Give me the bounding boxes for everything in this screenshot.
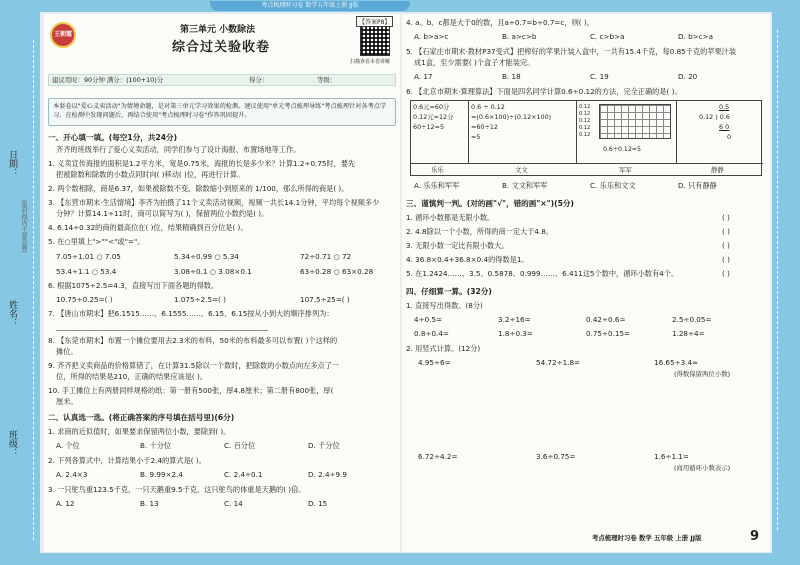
compare-item: 63÷0.28 ○ 63×0.28 <box>300 267 374 276</box>
choice-q2: 2. 下列各算式中，计算结果小于2.4的算式是( )。 <box>48 456 206 465</box>
class-label: 班级： <box>7 430 17 457</box>
direct-calc: 1.8÷0.3= <box>498 329 533 338</box>
page-title: 综合过关验收卷 <box>172 40 271 55</box>
vertical-calc: 54.72÷1.8= <box>536 358 581 367</box>
judge-paren[interactable]: ( ) <box>722 227 730 236</box>
direct-calc: 1.28÷4= <box>672 329 705 338</box>
notice-box <box>48 98 396 126</box>
score-label: 得分： <box>249 76 269 84</box>
choice-option[interactable]: C. 14 <box>224 499 243 508</box>
grade-label: 等级： <box>317 76 337 84</box>
long-division-quotient: 0.5 <box>719 103 730 111</box>
section-1-intro: 齐齐的班级举行了爱心义卖活动，同学们参与了设计海报、布置场地等工作。 <box>56 145 301 154</box>
series-banner: 考点梳理时习卷 数学五年级上册 JJ版 <box>210 1 410 11</box>
name-label: 姓名： <box>7 300 17 327</box>
answer-tag: 【答案P8】 <box>356 16 393 27</box>
compare-item: 72÷0.71 ○ 72 <box>300 252 352 261</box>
choice-option[interactable]: D. 2.4÷9.9 <box>308 470 347 479</box>
fill-q4: 4. 6.14÷0.32的商的最高位在( )位，结果精确到百分位是( )。 <box>48 223 248 232</box>
notice-text: 本套卷以"爱心义卖活动"为情境命题，是对第三单元学习效果的检测。建议使用"单元考点梳理导练"考点梳理针对各考点学习，在检测中发现问题后，再结合使用"考点梳理时习卷"作答巩固提升。 <box>53 103 387 119</box>
choice-option[interactable]: D. b>c>a <box>678 32 714 41</box>
vertical-calc: 4.95÷6= <box>418 358 451 367</box>
cut-line-left <box>33 40 34 540</box>
frame-left <box>0 0 40 565</box>
grid-axis-label: 0.12 <box>579 111 591 117</box>
choice-option[interactable]: D. 20 <box>678 72 698 81</box>
page-number: 9 <box>750 529 760 544</box>
vertical-calc-note: (商用循环小数表示) <box>674 464 731 472</box>
fill-q1-line1: 1. 义卖宣传海报的面积是1.2平方米，宽是0.75米，海报的长是多少米？计算1.2÷0.75时，要先 <box>48 159 356 168</box>
quick-result: 1.075÷2.5=( ) <box>174 295 226 304</box>
fill-q7: 7. 【唐山市期末】把6.1515……、6.1555……、6.15、6.15按从小到大的顺序排列为： <box>48 309 334 318</box>
grid-caption: 0.6÷0.12=5 <box>603 146 641 153</box>
vertical-calc: 16.65÷3.4≈ <box>654 358 699 367</box>
choice-option[interactable]: D. 只有静静 <box>678 181 717 190</box>
choice-option[interactable]: B. 文文和军军 <box>502 181 548 190</box>
choice-q3: 3. 一只鸵鸟重123.5千克，一只天鹅重9.5千克，这只鸵鸟的体重是天鹅的( )倍。 <box>48 485 306 494</box>
method-line: =5 <box>471 133 481 141</box>
unit-title: 第三单元 小数除法 <box>180 25 256 35</box>
date-label: 日期： <box>7 150 17 177</box>
calc-part-2: 2. 用竖式计算。(12分) <box>406 344 481 353</box>
choice-option[interactable]: A. 17 <box>414 72 433 81</box>
grid-axis-label: 0.12 <box>579 104 591 110</box>
method-wenwen <box>469 101 577 163</box>
choice-option[interactable]: B. a>c>b <box>502 32 537 41</box>
choice-option[interactable]: C. 2.4÷0.1 <box>224 470 263 479</box>
calc-part-1: 1. 直接写出得数。(8分) <box>406 301 483 310</box>
method-junjun <box>577 101 677 163</box>
section-1-title: 一、开心填一填。(每空1分，共24分) <box>48 133 178 142</box>
judge-paren[interactable]: ( ) <box>722 213 730 222</box>
method-table <box>410 100 762 176</box>
choice-q4: 4. a、b、c都是大于0的数，且a÷0.7=b÷0.7=c，则( )。 <box>406 18 594 27</box>
fill-q8-line1: 8. 【东莞市期末】布置一个摊位要用去2.3米的布料，50米的布料最多可以布置( )个这样的 <box>48 336 338 345</box>
fill-q5: 5. 在○里填上">""<"或"="。 <box>48 237 145 246</box>
choice-option[interactable]: B. 18 <box>502 72 521 81</box>
fill-q6: 6. 根据1075÷2.5=4.3，直接写出下面各题的得数。 <box>48 281 219 290</box>
fill-q10-line2: 厘米。 <box>56 397 78 406</box>
student-name: 静静 <box>711 166 724 174</box>
fill-q10-line1: 10. 手工摊位上有两册同样规格的纸：第一册有500张，厚4.8厘米；第二册有800张，厚( <box>48 386 334 395</box>
student-name: 乐乐 <box>431 166 444 174</box>
grid-axis-label: 0.12 <box>579 132 591 138</box>
method-jingjing <box>677 101 763 163</box>
hundred-grid <box>599 104 671 139</box>
direct-calc: 2.5÷0.05= <box>672 315 712 324</box>
qr-code-icon[interactable] <box>360 26 390 56</box>
choice-q5-line1: 5. 【石家庄市期末·教材P37变式】把榨好的苹果汁装入盒中，一共有15.4千克，每0.85千克的苹果汁装 <box>406 47 737 56</box>
choice-option[interactable]: A. 乐乐和军军 <box>414 181 460 190</box>
choice-option[interactable]: A. 个位 <box>56 441 80 450</box>
info-bar <box>48 74 396 86</box>
seal-line-note: (密封线内不要答题) <box>20 200 27 253</box>
fill-q2: 2. 两个数相除，商是6.37，如果被除数不变，除数缩小到原来的 1/100，那么所得的商是( )。 <box>48 184 349 193</box>
choice-option[interactable]: C. 百分位 <box>224 441 256 450</box>
right-page <box>402 14 770 552</box>
vertical-calc: 6.72÷4.2= <box>418 452 458 461</box>
qr-caption: 扫描查看本卷讲解 <box>350 59 391 65</box>
method-names-row <box>411 163 763 176</box>
frame-bottom <box>0 553 800 565</box>
grid-axis-label: 0.12 <box>579 118 591 124</box>
compare-item: 3.08÷0.1 ○ 3.08×0.1 <box>174 267 252 276</box>
method-line: 0.6 ÷ 0.12 <box>471 103 505 111</box>
long-division-rem: 0 <box>727 133 732 141</box>
quick-result: 10.75÷0.25=( ) <box>56 295 113 304</box>
section-3-title: 三、谨慎判一判。(对的画"√"，错的画"×")(5分) <box>406 199 574 208</box>
time-info: 建议用时：90分钟 满分：(100+10)分 <box>52 76 164 84</box>
section-4-title: 四、仔细算一算。(32分) <box>406 287 492 296</box>
direct-calc: 0.75÷0.15= <box>586 329 631 338</box>
fill-q8-line2: 摊位。 <box>56 347 78 356</box>
choice-option[interactable]: B. 十分位 <box>140 441 172 450</box>
choice-option[interactable]: A. 12 <box>56 499 75 508</box>
judge-paren[interactable]: ( ) <box>722 255 730 264</box>
judge-item: 4. 36.8×0.4+36.8×0.4的得数是1。 <box>406 255 529 264</box>
choice-q1: 1. 求商的近似值时，如果要求保留两位小数，要除到( )。 <box>48 427 231 436</box>
page-footer: 考点梳理时习卷 数学 五年级 上册 JJ版 <box>592 534 702 542</box>
vertical-calc: 1.6÷1.1= <box>654 452 689 461</box>
long-division-step: 6 0 <box>719 123 730 131</box>
vertical-calc: 3.6÷0.75= <box>536 452 576 461</box>
method-lele <box>411 101 469 163</box>
direct-calc: 3.2÷16= <box>498 315 531 324</box>
choice-option[interactable]: A. b>a>c <box>414 32 449 41</box>
brand-logo: 王朝霞 <box>50 22 76 48</box>
compare-item: 7.05÷1.01 ○ 7.05 <box>56 252 121 261</box>
method-line: 0.6元=60分 <box>413 103 450 111</box>
choice-q6: 6. 【北京市期末·算理算法】下面是四名同学计算0.6÷0.12的方法，完全正确的是( )。 <box>406 87 682 96</box>
choice-option[interactable]: B. 9.99×2.4 <box>140 470 183 479</box>
choice-option[interactable]: D. 千分位 <box>308 441 340 450</box>
fill-q1-line2: 把被除数和除数的小数点同时向( )移动( )位，再进行计算。 <box>56 170 245 179</box>
judge-item: 3. 无限小数一定比有限小数大。 <box>406 241 509 250</box>
fill-q7-blank: ___________________________________________________________ <box>56 322 269 331</box>
cut-line-right <box>777 30 778 530</box>
choice-option[interactable]: A. 2.4×3 <box>56 470 88 479</box>
student-name: 文文 <box>515 166 528 174</box>
section-2-title: 二、认真选一选。(将正确答案的序号填在括号里)(6分) <box>48 413 235 422</box>
long-division-body: 0.12 ) 0.6 <box>699 113 730 121</box>
choice-option[interactable]: C. 乐乐和文文 <box>590 181 636 190</box>
judge-item: 2. 4.8除以一个小数，所得的商一定大于4.8。 <box>406 227 554 236</box>
vertical-calc-note: (得数保留两位小数) <box>674 370 731 378</box>
compare-item: 53.4÷1.1 ○ 53.4 <box>56 267 117 276</box>
choice-option[interactable]: C. 19 <box>590 72 609 81</box>
quick-result: 107.5÷25=( ) <box>300 295 350 304</box>
method-line: 0.12元=12分 <box>413 113 454 121</box>
fill-q9-line2: 位，所得的结果是210，正确的结果应该是( )。 <box>56 372 207 381</box>
direct-calc: 0.42÷0.6= <box>586 315 626 324</box>
left-page <box>44 14 400 552</box>
method-line: =(0.6×100)÷(0.12×100) <box>471 113 552 121</box>
compare-item: 5.34÷0.99 ○ 5.34 <box>174 252 239 261</box>
fill-q9-line1: 9. 齐齐把义卖商品的价格算错了，在计算31.5除以一个数时，把除数的小数点向左多点了一 <box>48 361 340 370</box>
choice-option[interactable]: C. c>b>a <box>590 32 625 41</box>
method-line: =60÷12 <box>471 123 498 131</box>
judge-paren[interactable]: ( ) <box>722 269 730 278</box>
choice-q5-line2: 成1盒，至少需要( )个盒子才能装完。 <box>414 58 535 67</box>
grid-axis-label: 0.12 <box>579 125 591 131</box>
judge-item: 5. 在1.2424……、3.5、0.5878、0.999……、6.411这5个数中，循环小数有4个。 <box>406 269 679 278</box>
direct-calc: 0.8÷0.4= <box>414 329 449 338</box>
student-name: 军军 <box>619 166 632 174</box>
judge-paren[interactable]: ( ) <box>722 241 730 250</box>
choice-option[interactable]: D. 15 <box>308 499 328 508</box>
method-line: 60÷12=5 <box>413 123 445 131</box>
judge-item: 1. 循环小数都是无限小数。 <box>406 213 495 222</box>
direct-calc: 4÷0.5= <box>414 315 443 324</box>
choice-option[interactable]: B. 13 <box>140 499 159 508</box>
fill-q3-line1: 3. 【东营市期末·生活情境】李齐为拍摄了11个义卖活动视频，视频一共长14.1分钟，平均每个视频多少 <box>48 198 380 207</box>
fill-q3-line2: 分钟？计算14.1÷11时，商可以简写为( )，保留两位小数约是( )。 <box>56 209 269 218</box>
